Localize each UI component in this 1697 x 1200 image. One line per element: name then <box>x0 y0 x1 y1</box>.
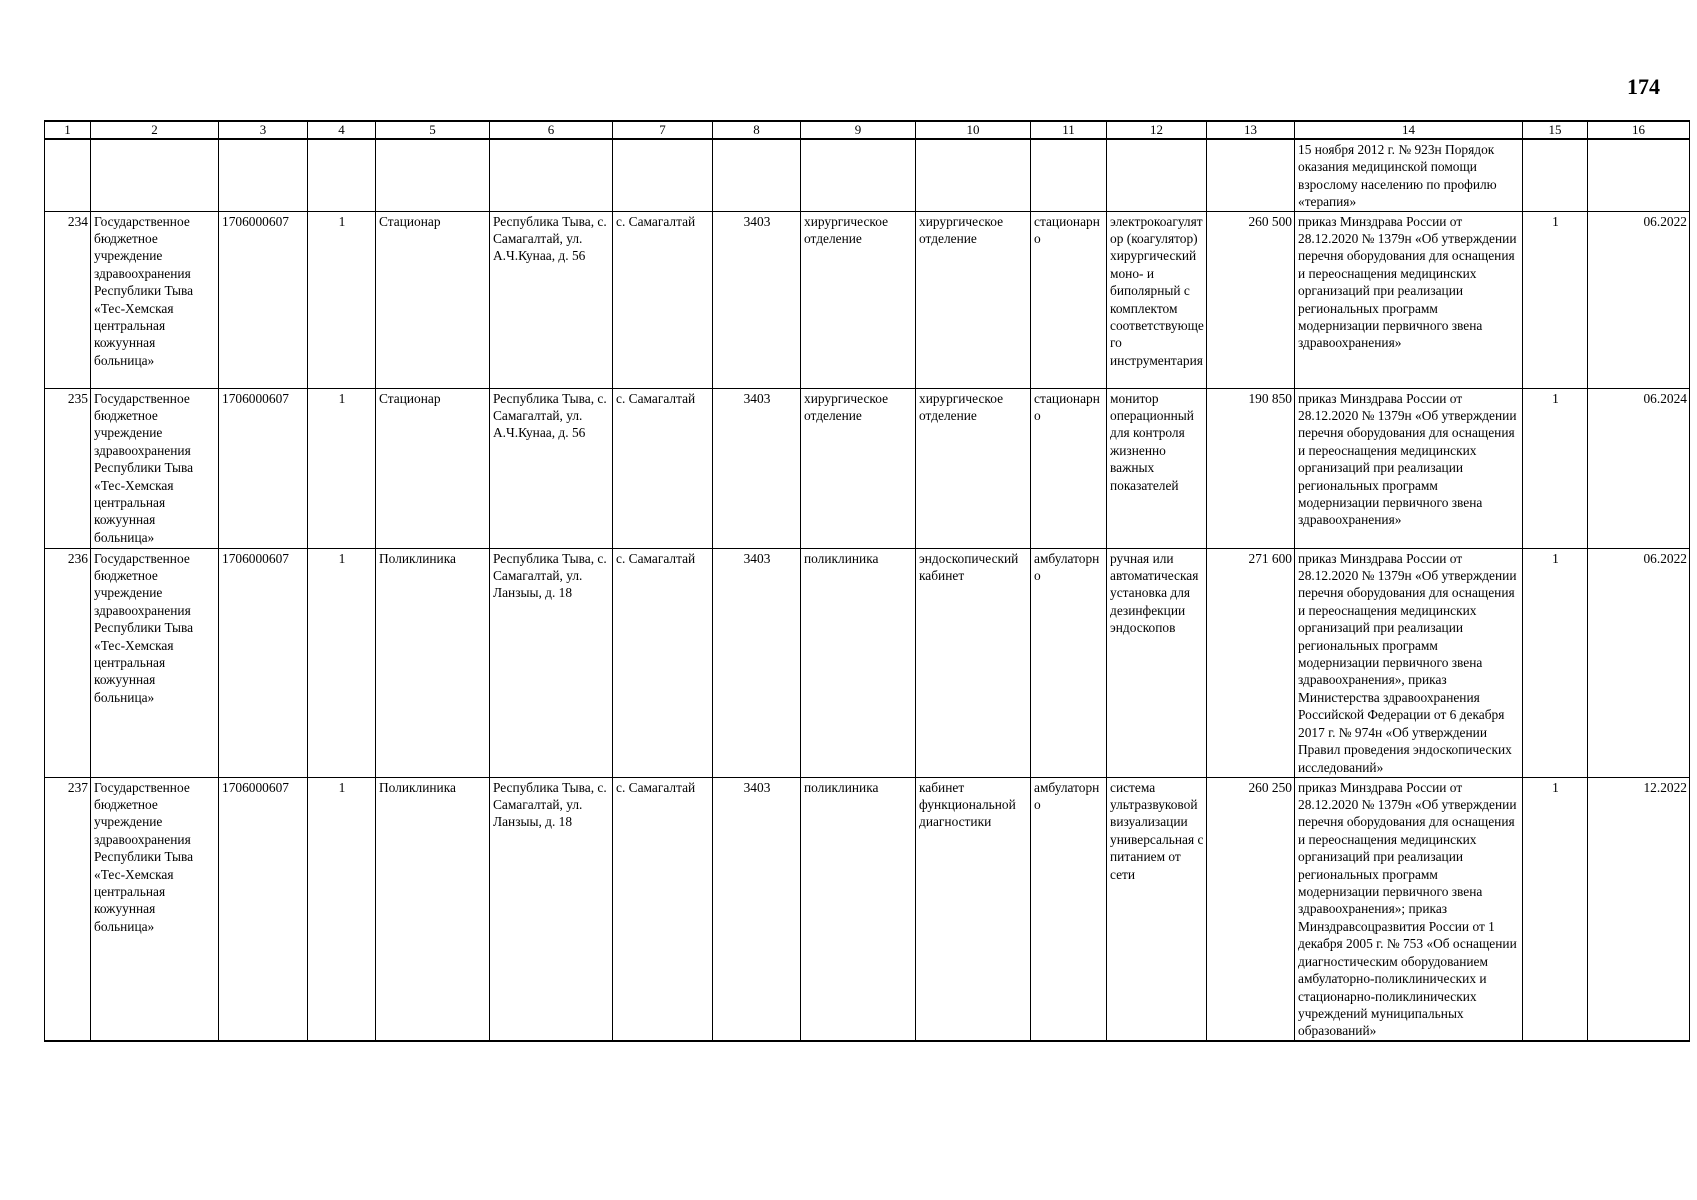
equipment-name: система ультразвуковой визуализации универсальная с питанием от сети <box>1107 777 1207 1041</box>
care-mode: амбулаторно <box>1031 777 1107 1041</box>
code: 3403 <box>713 388 801 548</box>
header-cell: 7 <box>613 121 713 139</box>
date: 06.2024 <box>1588 388 1690 548</box>
code: 3403 <box>713 548 801 777</box>
date: 06.2022 <box>1588 211 1690 388</box>
row-number: 237 <box>45 777 91 1041</box>
unit: хирургическое отделение <box>916 211 1031 388</box>
table-row <box>45 211 1690 388</box>
facility-type: Стационар <box>376 388 490 548</box>
organization-name: Государственное бюджетное учреждение здравоохранения Республики Тыва «Тес-Хемская центральная кожуунная больница» <box>91 548 219 777</box>
continuation-row <box>45 139 1690 211</box>
price: 271 600 <box>1207 548 1295 777</box>
header-cell: 10 <box>916 121 1031 139</box>
price: 190 850 <box>1207 388 1295 548</box>
organization-name: Государственное бюджетное учреждение здравоохранения Республики Тыва «Тес-Хемская центральная кожуунная больница» <box>91 777 219 1041</box>
unit: эндоскопический кабинет <box>916 548 1031 777</box>
care-mode: стационарно <box>1031 388 1107 548</box>
unit: кабинет функциональной диагностики <box>916 777 1031 1041</box>
column-4-value: 1 <box>308 548 376 777</box>
address: Республика Тыва, с. Самагалтай, ул. А.Ч.Кунаа, д. 56 <box>490 211 613 388</box>
header-cell: 12 <box>1107 121 1207 139</box>
locality: с. Самагалтай <box>613 388 713 548</box>
header-cell: 16 <box>1588 121 1690 139</box>
column-number-header <box>45 121 1690 139</box>
care-mode: стационарно <box>1031 211 1107 388</box>
quantity: 1 <box>1523 388 1588 548</box>
facility-type: Поликлиника <box>376 777 490 1041</box>
header-cell: 15 <box>1523 121 1588 139</box>
code: 3403 <box>713 777 801 1041</box>
header-cell: 6 <box>490 121 613 139</box>
table-row <box>45 777 1690 1041</box>
header-cell: 14 <box>1295 121 1523 139</box>
quantity: 1 <box>1523 211 1588 388</box>
locality: с. Самагалтай <box>613 777 713 1041</box>
facility-type: Стационар <box>376 211 490 388</box>
header-cell: 13 <box>1207 121 1295 139</box>
address: Республика Тыва, с. Самагалтай, ул. Ланзыы, д. 18 <box>490 548 613 777</box>
equipment-name: монитор операционный для контроля жизненно важных показателей <box>1107 388 1207 548</box>
header-cell: 8 <box>713 121 801 139</box>
row-number: 236 <box>45 548 91 777</box>
price: 260 500 <box>1207 211 1295 388</box>
facility-type: Поликлиника <box>376 548 490 777</box>
inn-code: 1706000607 <box>219 777 308 1041</box>
row-number: 234 <box>45 211 91 388</box>
legal-basis: приказ Минздрава России от 28.12.2020 № 1379н «Об утверждении перечня оборудования для оснащения и переоснащения медицинских организаций при реализации региональных программ модернизации первичного звена здравоохранения», приказ Министерства здравоохранения Российской Федерации от 6 декабря 2017 г. № 974н «Об утверждении Правил проведения эндоскопических исследований» <box>1295 548 1523 777</box>
column-4-value: 1 <box>308 211 376 388</box>
table-row <box>45 548 1690 777</box>
page-number: 174 <box>1627 74 1660 99</box>
legal-basis: приказ Минздрава России от 28.12.2020 № 1379н «Об утверждении перечня оборудования для оснащения и переоснащения медицинских организаций при реализации региональных программ модернизации первичного звена здравоохранения» <box>1295 388 1523 548</box>
locality: с. Самагалтай <box>613 548 713 777</box>
equipment-name: ручная или автоматическая установка для дезинфекции эндоскопов <box>1107 548 1207 777</box>
locality: с. Самагалтай <box>613 211 713 388</box>
column-4-value: 1 <box>308 777 376 1041</box>
row-number: 235 <box>45 388 91 548</box>
address: Республика Тыва, с. Самагалтай, ул. А.Ч.Кунаа, д. 56 <box>490 388 613 548</box>
quantity: 1 <box>1523 777 1588 1041</box>
date: 12.2022 <box>1588 777 1690 1041</box>
inn-code: 1706000607 <box>219 211 308 388</box>
column-4-value: 1 <box>308 388 376 548</box>
equipment-name: электрокоагулятор (коагулятор) хирургический моно- и биполярный с комплектом соответствующего инструментария <box>1107 211 1207 388</box>
department: хирургическое отделение <box>801 388 916 548</box>
code: 3403 <box>713 211 801 388</box>
organization-name: Государственное бюджетное учреждение здравоохранения Республики Тыва «Тес-Хемская центральная кожуунная больница» <box>91 388 219 548</box>
header-cell: 5 <box>376 121 490 139</box>
department: хирургическое отделение <box>801 211 916 388</box>
date: 06.2022 <box>1588 548 1690 777</box>
equipment-table <box>44 120 1690 1042</box>
header-cell: 2 <box>91 121 219 139</box>
header-cell: 3 <box>219 121 308 139</box>
continuation-text: 15 ноября 2012 г. № 923н Порядок оказания медицинской помощи взрослому населению по профилю «терапия» <box>1295 139 1523 211</box>
unit: хирургическое отделение <box>916 388 1031 548</box>
header-cell: 9 <box>801 121 916 139</box>
care-mode: амбулаторно <box>1031 548 1107 777</box>
legal-basis: приказ Минздрава России от 28.12.2020 № 1379н «Об утверждении перечня оборудования для оснащения и переоснащения медицинских организаций при реализации региональных программ модернизации первичного звена здравоохранения»; приказ Минздравсоцразвития России от 1 декабря 2005 г. № 753 «Об оснащении диагностическим оборудованием амбулаторно-поликлинических и стационарно-поликлинических учреждений муниципальных образований» <box>1295 777 1523 1041</box>
inn-code: 1706000607 <box>219 388 308 548</box>
legal-basis: приказ Минздрава России от 28.12.2020 № 1379н «Об утверждении перечня оборудования для оснащения и переоснащения медицинских организаций при реализации региональных программ модернизации первичного звена здравоохранения» <box>1295 211 1523 388</box>
department: поликлиника <box>801 777 916 1041</box>
department: поликлиника <box>801 548 916 777</box>
price: 260 250 <box>1207 777 1295 1041</box>
quantity: 1 <box>1523 548 1588 777</box>
header-cell: 1 <box>45 121 91 139</box>
header-cell: 4 <box>308 121 376 139</box>
organization-name: Государственное бюджетное учреждение здравоохранения Республики Тыва «Тес-Хемская центральная кожуунная больница» <box>91 211 219 388</box>
table-row <box>45 388 1690 548</box>
address: Республика Тыва, с. Самагалтай, ул. Ланзыы, д. 18 <box>490 777 613 1041</box>
header-cell: 11 <box>1031 121 1107 139</box>
inn-code: 1706000607 <box>219 548 308 777</box>
